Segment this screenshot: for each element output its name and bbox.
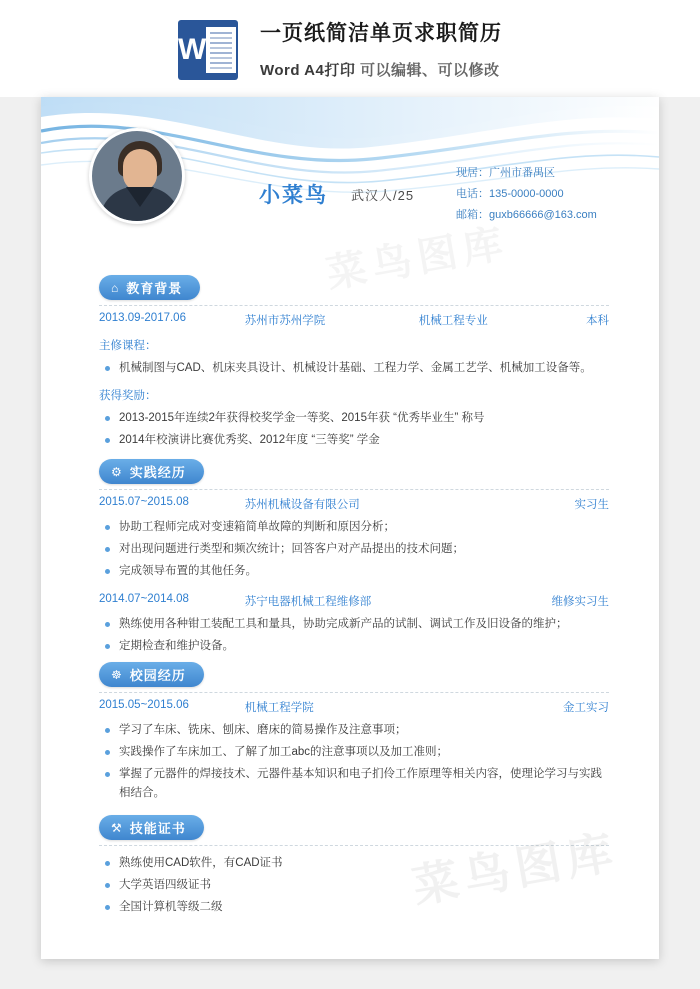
banner-subtitle-strong: Word A4打印 (260, 62, 356, 79)
resume-page (41, 97, 659, 959)
word-logo-icon (178, 20, 238, 80)
section-practice-title: 实践经历 (129, 465, 186, 480)
campus-entry-role: 金工实习 (563, 702, 609, 714)
section-practice (41, 459, 659, 659)
section-practice-pill (99, 459, 204, 484)
list-item: 定期检查和维护设备。 (119, 637, 609, 656)
list-item: 机械制图与CAD、机床夹具设计、机械设计基础、工程力学、金属工艺学、机械加工设备等。 (119, 359, 609, 378)
campus-entry-list (41, 721, 659, 803)
practice-entry-2-date: 2014.07~2014.08 (99, 593, 189, 605)
section-skills (41, 815, 659, 920)
section-campus (41, 662, 659, 806)
list-item: 熟练使用各种钳工装配工具和量具，协助完成新产品的试制、调试工作及旧设备的维护； (119, 615, 609, 634)
contact-address-label: 现居： (456, 167, 489, 179)
education-courses-list (41, 359, 659, 378)
practice-entry-1-date: 2015.07~2015.08 (99, 496, 189, 508)
education-awards-list (41, 409, 659, 450)
list-item: 掌握了元器件的焊接技术、元器件基本知识和电子扪伶工作原理等相关内容，使理论学习与实践相结合。 (119, 765, 609, 803)
practice-entry-2-list (41, 615, 659, 656)
candidate-origin-age: 武汉人/25 (351, 188, 415, 203)
graduation-cap-icon: ⌂ (111, 280, 120, 295)
contact-email-value: guxb66666@163.com (489, 209, 597, 221)
education-awards-label: 获得奖励： (99, 390, 157, 402)
section-education-title: 教育背景 (126, 281, 183, 296)
practice-entry-2-role: 维修实习生 (551, 596, 609, 608)
gear-icon: ⚙ (111, 464, 123, 479)
list-item: 协助工程师完成对变速箱简单故障的判断和原因分析； (119, 518, 609, 537)
list-item: 大学英语四级证书 (119, 876, 609, 895)
word-logo-doc-lines (206, 27, 236, 73)
section-skills-header (41, 815, 659, 840)
watermark-secondary: 菜鸟图库 (323, 221, 513, 297)
contact-email-label: 邮箱： (456, 209, 489, 221)
practice-entry-1-row (41, 496, 659, 512)
contact-phone-label: 电话： (456, 188, 489, 200)
education-courses-label: 主修课程： (99, 340, 157, 352)
list-item: 熟练使用CAD软件，有CAD证书 (119, 854, 609, 873)
banner-title: 一页纸简洁单页求职简历 (260, 22, 502, 45)
contact-address (456, 163, 597, 184)
section-education-pill (99, 275, 200, 300)
campus-entry-date: 2015.05~2015.06 (99, 699, 189, 711)
campus-entry-org: 机械工程学院 (244, 702, 314, 714)
banner-subtitle (260, 59, 502, 80)
section-education (41, 275, 659, 453)
contact-address-value: 广州市番禺区 (489, 167, 555, 179)
avatar-face (123, 149, 157, 191)
avatar (89, 128, 185, 224)
list-item: 2013-2015年连续2年获得校奖学金一等奖、2015年获 “优秀毕业生” 称号 (119, 409, 609, 428)
skills-list (41, 854, 659, 917)
section-campus-pill (99, 662, 204, 687)
candidate-name: 小菜鸟 (259, 184, 328, 207)
contact-phone-value: 135-0000-0000 (489, 188, 564, 200)
contact-block (456, 163, 597, 226)
watermark: 菜鸟图库 (408, 825, 623, 913)
list-item: 实践操作了车床加工、了解了加工abc的注意事项以及加工准则； (119, 743, 609, 762)
list-item: 完成领导布置的其他任务。 (119, 562, 609, 581)
education-degree: 本科 (586, 315, 609, 327)
campus-entry-row (41, 699, 659, 715)
section-campus-title: 校园经历 (129, 668, 186, 683)
word-logo-letter: W (178, 33, 207, 66)
banner-text (260, 17, 502, 80)
practice-entry-1-org: 苏州机械设备有限公司 (244, 499, 360, 511)
page-header (0, 0, 700, 97)
practice-entry-2-row (41, 593, 659, 609)
practice-entry-1-list (41, 518, 659, 581)
practice-entry-1-role: 实习生 (574, 499, 609, 511)
practice-entry-2-org: 苏宁电器机械工程维修部 (244, 596, 372, 608)
contact-phone (456, 184, 597, 205)
education-major: 机械工程专业 (418, 315, 488, 327)
section-campus-header (41, 662, 659, 687)
list-item: 对出现问题进行类型和频次统计；回答客户对产品提出的技术问题； (119, 540, 609, 559)
contact-email (456, 205, 597, 226)
banner-subtitle-rest: 可以编辑、可以修改 (360, 62, 500, 79)
section-skills-title: 技能证书 (129, 821, 186, 836)
list-item: 全国计算机等级二级 (119, 898, 609, 917)
education-date: 2013.09-2017.06 (99, 312, 186, 324)
people-icon: ☸ (111, 667, 123, 682)
tools-icon: ⚒ (111, 820, 123, 835)
education-school: 苏州市苏州学院 (244, 315, 326, 327)
section-education-header (41, 275, 659, 300)
list-item: 2014年校演讲比赛优秀奖、2012年度 “三等奖” 学金 (119, 431, 609, 450)
section-practice-header (41, 459, 659, 484)
section-skills-pill (99, 815, 204, 840)
list-item: 学习了车床、铣床、刨床、磨床的简易操作及注意事项； (119, 721, 609, 740)
education-row (41, 312, 659, 328)
